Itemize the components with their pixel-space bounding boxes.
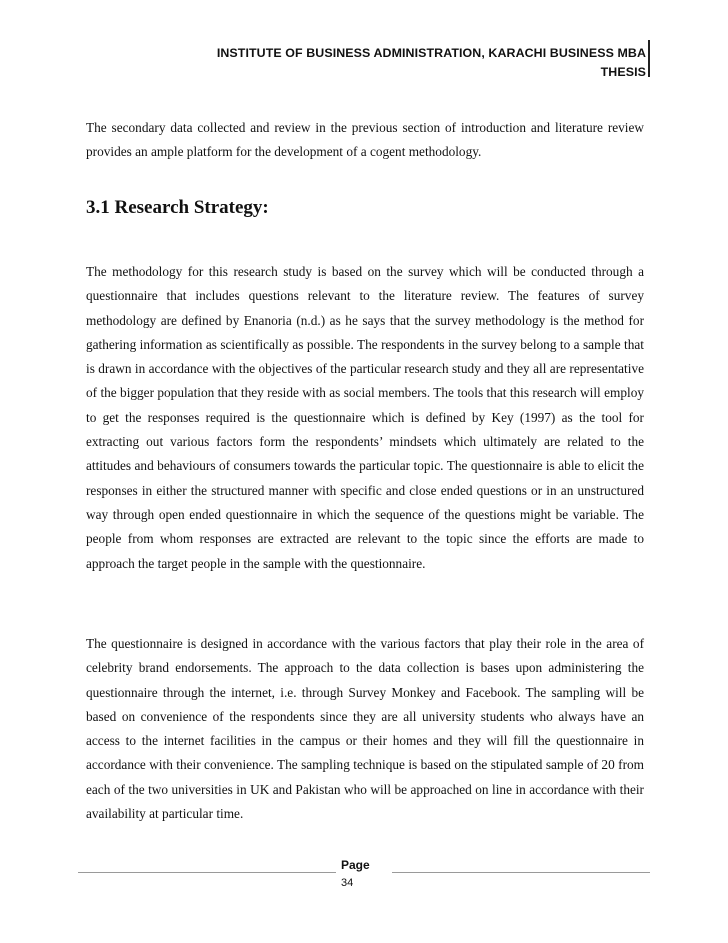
section-heading: 3.1 Research Strategy: (86, 197, 269, 218)
page-header (160, 44, 650, 82)
section-paragraph-1: The methodology for this research study is based on the survey which will be conducted through a questionnaire that includes questions relevant to the literature review. The features of survey methodology are defined by Enanoria (n.d.) as he says that the survey methodology is the method for gathering information as scientifically as possible. The respondents in the survey belong to a sample that is drawn in accordance with the objectives of the particular research study and they all are representative of the bigger population that they reside with as social members. The tools that this research will employ to get the responses required is the questionnaire which is defined by Key (1997) as the tool for extracting out various factors form the respondents’ mindsets which ultimately are related to the attitudes and behaviours of consumers towards the particular topic. The questionnaire is able to elicit the responses in either the structured manner with specific and close ended questions or in an unstructured way through open ended questionnaire in which the sequence of the questions might be variable. The people from whom responses are extracted are relevant to the topic since the efforts are made to approach the target people in the sample with the questionnaire. (86, 264, 644, 571)
footer-rule-right (392, 872, 650, 873)
intro-paragraph: The secondary data collected and review in the previous section of introduction and literature review provides an ample platform for the development of a cogent methodology. (86, 120, 644, 160)
header-line-2: THESIS (600, 65, 646, 79)
header-line-1: INSTITUTE OF BUSINESS ADMINISTRATION, KARACHI BUSINESS MBA (216, 46, 646, 60)
footer-page-label: Page (341, 858, 370, 872)
header-vertical-rule (648, 40, 650, 77)
footer-page-number: 34 (341, 877, 354, 889)
section-paragraph-2: The questionnaire is designed in accordance with the various factors that play their role in the area of celebrity brand endorsements. The approach to the data collection is bases upon administering the questionnaire through the internet, i.e. through Survey Monkey and Facebook. The sampling will be based on convenience of the respondents since they are all university students who always have an access to the internet facilities in the campus or their homes and they will fill the questionnaire in accordance with their convenience. The sampling technique is based on the stipulated sample of 20 from each of the two universities in UK and Pakistan who will be approached on line in accordance with their availability at particular time. (86, 636, 644, 822)
footer-rule-left (78, 872, 336, 873)
page-footer (0, 855, 728, 915)
